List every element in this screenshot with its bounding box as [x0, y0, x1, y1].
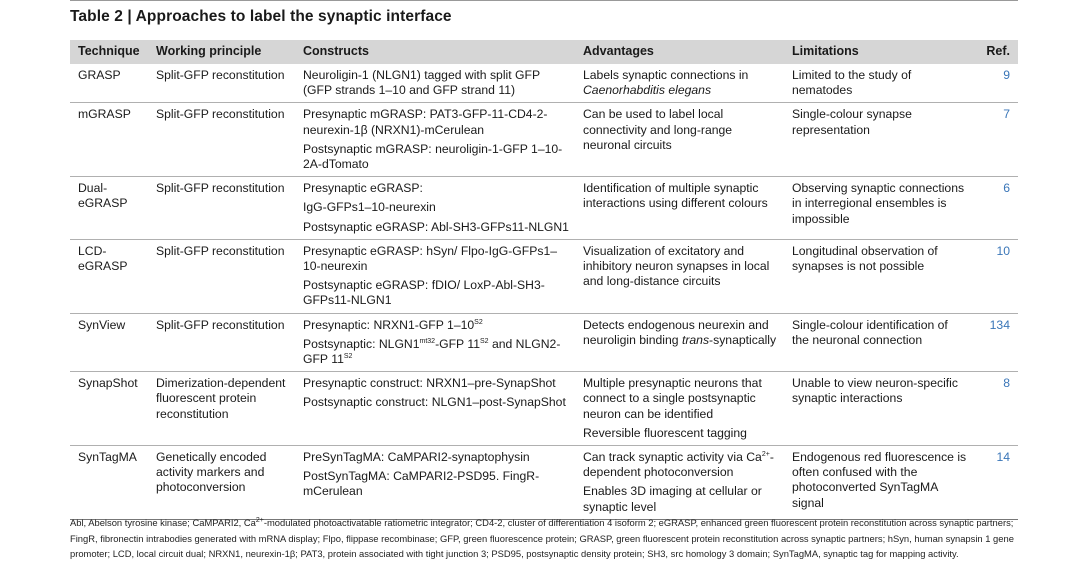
- cell-constructs: [295, 64, 575, 103]
- cell-advantages-line: Detects endogenous neurexin and neuroligin binding trans-synaptically: [583, 317, 777, 347]
- cell-constructs-line: Presynaptic construct: NRXN1–pre-SynapShot: [303, 376, 556, 391]
- header-ref: Ref.: [972, 40, 1018, 64]
- cell-technique: mGRASP: [70, 103, 148, 177]
- cell-ref: 8: [972, 372, 1018, 446]
- cell-principle: Split-GFP reconstitution: [148, 239, 295, 313]
- table-body: [70, 64, 1018, 519]
- cell-principle: Genetically encoded activity markers and photoconversion: [148, 446, 295, 520]
- cell-advantages-line: Identification of multiple synaptic interactions using different colours: [583, 181, 768, 211]
- cell-constructs-line: Postsynaptic mGRASP: neuroligin-1-GFP 1–10-2A-dTomato: [303, 141, 563, 172]
- cell-ref: 9: [972, 64, 1018, 103]
- top-rule: [70, 0, 1018, 1]
- cell-constructs-line: Presynaptic mGRASP: PAT3-GFP-11-CD4-2-neurexin-1β (NRXN1)-mCerulean: [303, 107, 548, 137]
- header-limitations: Limitations: [784, 40, 972, 64]
- cell-advantages: [575, 177, 784, 240]
- cell-advantages-line: Can be used to label local connectivity and long-range neuronal circuits: [583, 107, 733, 152]
- cell-ref: 134: [972, 313, 1018, 372]
- cell-principle: Dimerization-dependent fluorescent protein reconstitution: [148, 372, 295, 446]
- cell-constructs: [295, 313, 575, 372]
- cell-constructs-line: PostSynTagMA: CaMPARI2-PSD95. FingR-mCerulean: [303, 469, 540, 499]
- cell-constructs: [295, 177, 575, 240]
- header-principle: Working principle: [148, 40, 295, 64]
- cell-constructs-line: IgG-GFPs1–10-neurexin: [303, 200, 436, 215]
- cell-limitations: Single-colour identification of the neuronal connection: [784, 313, 972, 372]
- table-title: Table 2 | Approaches to label the synaptic interface: [70, 8, 452, 25]
- cell-principle: Split-GFP reconstitution: [148, 177, 295, 240]
- cell-advantages-line: Labels synaptic connections in Caenorhabditis elegans: [583, 68, 749, 98]
- cell-ref: 6: [972, 177, 1018, 240]
- cell-technique: SynView: [70, 313, 148, 372]
- cell-ref: 10: [972, 239, 1018, 313]
- table-row: [70, 239, 1018, 313]
- table-row: [70, 313, 1018, 372]
- approaches-table: [70, 40, 1018, 520]
- cell-limitations: Limited to the study of nematodes: [784, 64, 972, 103]
- cell-advantages: [575, 313, 784, 372]
- header-advantages: Advantages: [575, 40, 784, 64]
- cell-advantages-line: Can track synaptic activity via $Ca^{2+}$-dependent photoconversion: [583, 450, 774, 480]
- cell-constructs-line: Presynaptic: NRXN1-GFP $1-10^{S2}$: [303, 317, 483, 332]
- table-row: [70, 177, 1018, 240]
- cell-constructs: [295, 103, 575, 177]
- cell-constructs-line: Postsynaptic: $NLGN1^{mt32}$-GFP $11^{S2}$ and NLGN2-GFP $11^{S2}$: [303, 336, 561, 367]
- cell-technique: SynTagMA: [70, 446, 148, 520]
- header-row: [70, 40, 1018, 64]
- table-row: [70, 446, 1018, 520]
- cell-constructs-line: Neuroligin-1 (NLGN1) tagged with split GFP (GFP strands 1–10 and GFP strand 11): [303, 68, 540, 98]
- cell-ref: 14: [972, 446, 1018, 520]
- cell-technique: Dual-eGRASP: [70, 177, 148, 240]
- cell-constructs: [295, 446, 575, 520]
- cell-constructs-line: Presynaptic eGRASP: hSyn/ Flpo-IgG-GFPs1–10-neurexin: [303, 243, 558, 274]
- cell-advantages: [575, 239, 784, 313]
- header-technique: Technique: [70, 40, 148, 64]
- cell-advantages: [575, 372, 784, 446]
- table-row: [70, 103, 1018, 177]
- cell-constructs-line: Postsynaptic eGRASP: Abl-SH3-GFPs11-NLGN1: [303, 219, 569, 234]
- footnote: Abl, Abelson tyrosine kinase; CaMPARI2, $Ca^{2+}$-modulated photoactivatable ratiometric integrator; CD4-2, cluster of differentiation 4 isoform 2; eGRASP, enhanced green fluorescent protein reconstitution across synaptic partners; FingR, fibronectin intrabodies generated with mRNA display; Flpo, flippase recombinase; GFP, green fluorescence protein; GRASP, green fluorescent protein reconstitution across synaptic partners; hSyn, human synapsin 1 gene promoter; LCD, local circuit dual; NRXN1, neurexin-1β; PAT3, protein associated with tight junction 3; PSD95, postsynaptic density protein; SH3, src homology 3 domain; SynTagMA, synaptic tag for mapping activity.: [70, 516, 1014, 559]
- cell-ref: 7: [972, 103, 1018, 177]
- cell-constructs-line: PreSynTagMA: CaMPARI2-synaptophysin: [303, 450, 530, 465]
- cell-limitations: Longitudinal observation of synapses is not possible: [784, 239, 972, 313]
- cell-constructs-line: Postsynaptic construct: NLGN1–post-SynapShot: [303, 395, 566, 410]
- cell-advantages-line: Enables 3D imaging at cellular or synaptic level: [583, 484, 762, 514]
- cell-limitations: Single-colour synapse representation: [784, 103, 972, 177]
- cell-advantages: [575, 103, 784, 177]
- cell-constructs: [295, 372, 575, 446]
- cell-limitations: Unable to view neuron-specific synaptic interactions: [784, 372, 972, 446]
- cell-technique: GRASP: [70, 64, 148, 103]
- cell-limitations: Endogenous red fluorescence is often confused with the photoconverted SynTagMA signal: [784, 446, 972, 520]
- cell-technique: LCD-eGRASP: [70, 239, 148, 313]
- cell-constructs-line: Presynaptic eGRASP:: [303, 181, 423, 196]
- header-constructs: Constructs: [295, 40, 575, 64]
- table-row: [70, 372, 1018, 446]
- cell-limitations: Observing synaptic connections in interregional ensembles is impossible: [784, 177, 972, 240]
- cell-advantages-line: Reversible fluorescent tagging: [583, 425, 747, 440]
- cell-advantages-line: Visualization of excitatory and inhibitory neuron synapses in local and long-distance circuits: [583, 243, 770, 289]
- cell-principle: Split-GFP reconstitution: [148, 103, 295, 177]
- cell-principle: Split-GFP reconstitution: [148, 64, 295, 103]
- cell-constructs: [295, 239, 575, 313]
- cell-constructs-line: Postsynaptic eGRASP: fDIO/ LoxP-Abl-SH3-GFPs11-NLGN1: [303, 278, 545, 308]
- cell-advantages: [575, 446, 784, 520]
- cell-advantages-line: Multiple presynaptic neurons that connect to a single postsynaptic neuron can be identified: [583, 376, 762, 421]
- cell-advantages: [575, 64, 784, 103]
- cell-principle: Split-GFP reconstitution: [148, 313, 295, 372]
- cell-technique: SynapShot: [70, 372, 148, 446]
- table-row: [70, 64, 1018, 103]
